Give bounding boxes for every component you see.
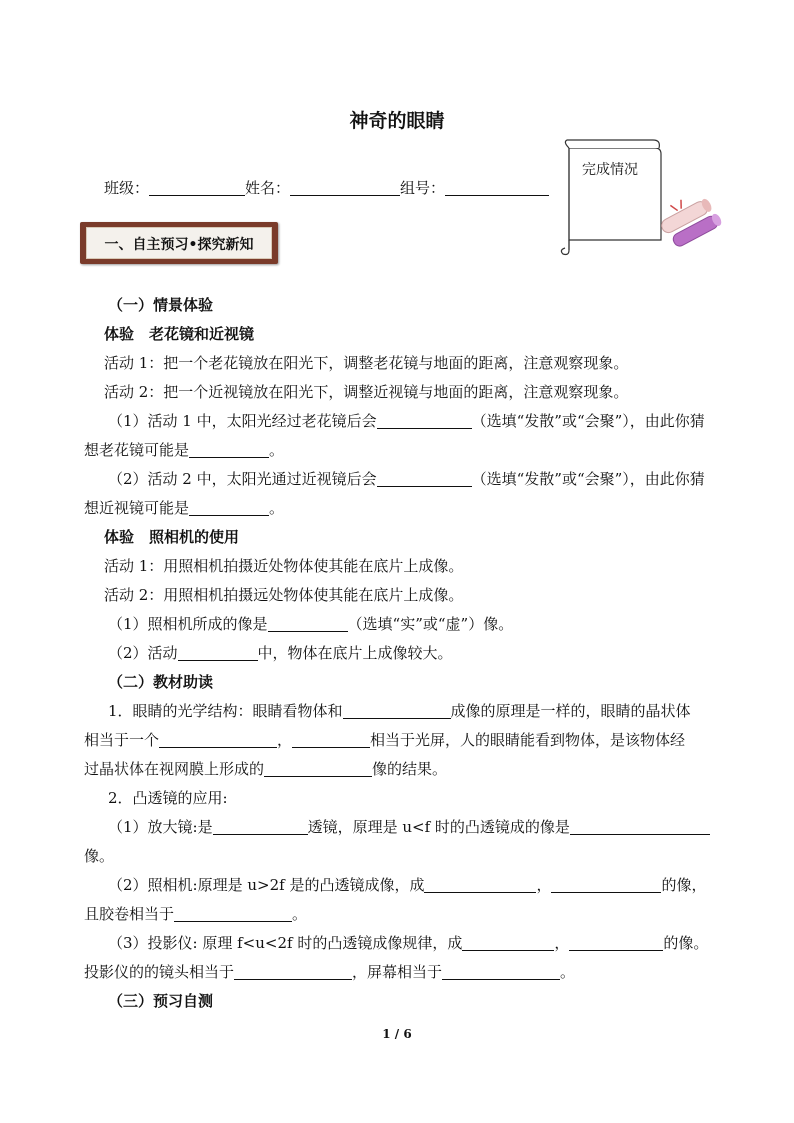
reading-1-blank-3[interactable] [292,731,370,748]
activity-1-text: 活动 1：把一个老花镜放在阳光下，调整老花镜与地面的距离，注意观察现象。 [104,354,629,372]
camera-blank-3[interactable] [174,905,292,922]
heading-scenario: （一）情景体验 [108,296,214,314]
question-1-hint: （选填“发散”或“会聚”），由此你猜 [471,412,705,430]
reading-1-cont-2 [84,759,447,779]
group-field[interactable] [445,179,549,196]
question-2-guess-text: 想近视镜可能是 [84,499,190,517]
magnifier-text-2: 透镜，原理是 u<f 时的凸透镜成的像是 [307,818,570,836]
activity-4-text: 活动 2：用照相机拍摄远处物体使其能在底片上成像。 [104,586,464,604]
question-4-line [108,643,453,663]
reading-1-text: 1．眼睛的光学结构：眼睛看物体和 [108,702,343,720]
question-2-text: （2）活动 2 中，太阳光通过近视镜后会 [108,470,377,488]
question-4-blank[interactable] [178,644,258,661]
question-1-guess-blank[interactable] [189,441,269,458]
reading-1-line [108,701,691,721]
name-label: 姓名： [245,179,291,197]
reading-1-text-2: 成像的原理是一样的，眼睛的晶状体 [450,702,691,720]
diploma-scroll-icon [660,196,722,254]
camera-blank-2[interactable] [551,876,661,893]
info-line [104,178,549,198]
question-3-blank[interactable] [268,615,348,632]
question-2-blank[interactable] [377,470,472,487]
camera-text: （2）照相机:原理是 u>2f 是的凸透镜成像，成 [108,876,425,894]
camera-blank-1[interactable] [424,876,536,893]
period: 。 [269,499,285,517]
question-2-guess-blank[interactable] [189,499,269,516]
magnifier-blank-2[interactable] [570,818,710,835]
camera-line [108,875,707,895]
reading-1-text-4: 相当于光屏，人的眼睛能看到物体，是该物体经 [370,731,686,749]
magnifier-line [108,817,710,837]
heading-self-test: （三）预习自测 [108,992,214,1010]
projector-blank-4[interactable] [442,963,560,980]
period: 。 [292,905,308,923]
projector-blank-2[interactable] [569,934,663,951]
period: 。 [269,441,285,459]
page-title: 神奇的眼睛 [349,110,445,132]
magnifier-cont: 像。 [84,847,115,865]
section-banner-text: 一、自主预习•探究新知 [104,237,254,253]
projector-text-2: 的像。 [663,934,709,952]
experience-1-title: 体验 老花镜和近视镜 [104,325,255,343]
projector-cont [84,962,575,982]
projector-blank-1[interactable] [462,934,554,951]
period: 。 [560,963,576,981]
camera-text-2: 的像， [661,876,707,894]
projector-text-3: 投影仪的的镜头相当于 [84,963,235,981]
completion-scroll-icon [555,138,665,260]
comma: ， [277,731,293,749]
question-1-guess-text: 想老花镜可能是 [84,441,190,459]
camera-text-3: 且胶卷相当于 [84,905,175,923]
projector-text: （3）投影仪: 原理 f<u<2f 时的凸透镜成像规律，成 [108,934,463,952]
page-number: 1 / 6 [382,1027,412,1041]
class-field[interactable] [149,179,245,196]
reading-2-title: 2．凸透镜的应用: [108,789,228,807]
magnifier-blank-1[interactable] [213,818,308,835]
question-4-rest: 中，物体在底片上成像较大。 [257,644,453,662]
question-1-cont [84,440,284,460]
magnifier-text: （1）放大镜:是 [108,818,213,836]
completion-label: 完成情况 [582,162,638,178]
activity-2-text: 活动 2：把一个近视镜放在阳光下，调整近视镜与地面的距离，注意观察现象。 [104,383,629,401]
projector-line [108,933,708,953]
question-3-text: （1）照相机所成的像是 [108,615,268,633]
camera-cont [84,904,307,924]
comma: ， [554,934,570,952]
question-3-hint: （选填“实”或“虚”）像。 [347,615,514,633]
experience-2-title: 体验 照相机的使用 [104,528,240,546]
reading-1-text-3: 相当于一个 [84,731,160,749]
reading-1-blank-1[interactable] [343,702,451,719]
comma: ， [536,876,552,894]
reading-1-text-5: 过晶状体在视网膜上形成的 [84,760,265,778]
question-2-hint: （选填“发散”或“会聚”），由此你猜 [471,470,705,488]
question-1-line [108,411,705,431]
projector-blank-3[interactable] [234,963,352,980]
question-1-text: （1）活动 1 中，太阳光经过老花镜后会 [108,412,377,430]
question-2-line [108,469,705,489]
question-4-text: （2）活动 [108,644,178,662]
reading-1-text-6: 像的结果。 [372,760,448,778]
class-label: 班级： [104,179,150,197]
reading-1-blank-2[interactable] [159,731,277,748]
question-1-blank[interactable] [377,412,472,429]
reading-1-blank-4[interactable] [264,760,372,777]
reading-1-cont [84,730,685,750]
heading-textbook: （二）教材助读 [108,673,214,691]
group-label: 组号： [400,179,446,197]
question-3-line [108,614,513,634]
activity-3-text: 活动 1：用照相机拍摄近处物体使其能在底片上成像。 [104,557,464,575]
projector-text-4: ，屏幕相当于 [352,963,443,981]
section-banner [80,222,278,264]
question-2-cont [84,498,284,518]
name-field[interactable] [290,179,400,196]
